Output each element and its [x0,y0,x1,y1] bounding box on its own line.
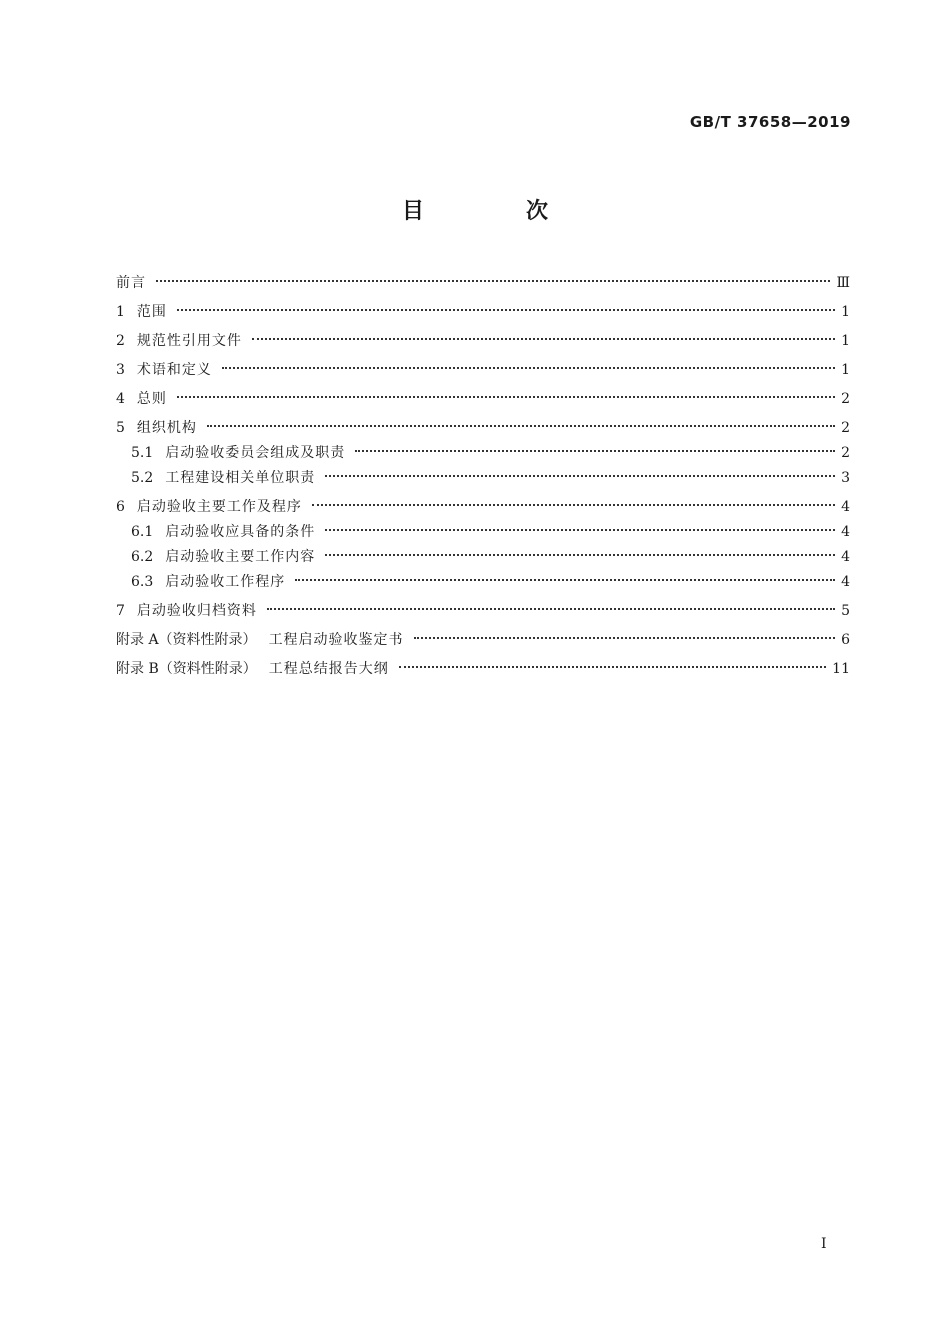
toc-entry-label: 组织机构 [136,420,197,436]
toc-entry-number: 7 [116,603,125,619]
toc-entry-5-1[interactable] [116,441,850,466]
page-title: 目 次 [401,199,588,224]
toc-entry-page: 4 [841,574,850,590]
toc-leader-dots [252,338,835,340]
toc-entry-label: 启动验收主要工作内容 [165,549,316,565]
toc-entry-label: 规范性引用文件 [136,333,242,349]
toc-entry-appendix-a[interactable] [116,628,850,653]
toc-entry-number: 2 [116,333,125,349]
toc-leader-dots [312,504,835,506]
toc-entry-page: 6 [841,632,850,648]
toc-leader-dots [325,475,835,477]
toc-leader-dots [207,425,835,427]
toc-entry-label: 启动验收应具备的条件 [165,524,316,540]
toc-entry-page: 2 [841,391,850,407]
toc-entry-6-2[interactable] [116,545,850,570]
toc-entry-page: Ⅲ [836,275,850,291]
toc-leader-dots [222,367,835,369]
toc-entry-7[interactable] [116,599,850,624]
toc-entry-3[interactable] [116,358,850,383]
toc-entry-number: 附录 A（资料性附录） [116,632,257,648]
toc-leader-dots [399,666,826,668]
toc-entry-number: 1 [116,304,125,320]
toc-entry-label: 启动验收归档资料 [136,603,257,619]
toc-entry-number: 附录 B（资料性附录） [116,661,257,677]
toc-entry-label: 工程总结报告大纲 [268,661,389,677]
toc-entry-number: 4 [116,391,125,407]
toc-leader-dots [177,396,835,398]
toc-entry-number: 6.1 [131,524,154,540]
toc-entry-label: 工程启动验收鉴定书 [268,632,404,648]
toc-entry-label: 启动验收工作程序 [165,574,286,590]
page-number: Ⅰ [821,1236,827,1252]
standard-code: GB/T 37658—2019 [689,113,851,131]
toc-entry-label: 启动验收委员会组成及职责 [165,445,346,461]
toc-entry-6-3[interactable] [116,570,850,595]
toc-entry-label: 工程建设相关单位职责 [165,470,316,486]
toc-leader-dots [414,637,836,639]
toc-entry-2[interactable] [116,329,850,354]
toc-entry-number: 6 [116,499,125,515]
toc-leader-dots [325,529,835,531]
toc-entry-number: 3 [116,362,125,378]
toc-entry-number: 5 [116,420,125,436]
toc-entry-label: 范围 [136,304,167,320]
toc-entry-page: 2 [841,445,850,461]
toc-entry-4[interactable] [116,387,850,412]
toc-leader-dots [177,309,835,311]
toc-leader-dots [355,450,835,452]
toc-entry-1[interactable] [116,300,850,325]
toc-entry-page: 1 [841,304,850,320]
toc-entry-page: 4 [841,549,850,565]
toc-entry-5[interactable] [116,416,850,441]
toc-entry-label: 前言 [116,275,146,291]
toc-entry-appendix-b[interactable] [116,657,850,682]
toc-entry-page: 5 [841,603,850,619]
toc-entry-page: 1 [841,333,850,349]
toc-entry-page: 4 [841,524,850,540]
toc-entry-page: 3 [841,470,850,486]
toc-entry-6-1[interactable] [116,520,850,545]
toc-entry-label: 术语和定义 [136,362,212,378]
toc-entry-number: 6.2 [131,549,154,565]
toc-entry-page: 1 [841,362,850,378]
toc-entry-number: 6.3 [131,574,154,590]
toc-entry-number: 5.1 [131,445,154,461]
toc-entry-page: 11 [832,661,850,677]
toc-entry-6[interactable] [116,495,850,520]
toc-leader-dots [295,579,835,581]
toc-entry-5-2[interactable] [116,466,850,491]
toc-entry-preface[interactable] [116,271,850,296]
toc-entry-label: 启动验收主要工作及程序 [136,499,302,515]
table-of-contents [116,271,850,682]
toc-entry-page: 4 [841,499,850,515]
toc-entry-page: 2 [841,420,850,436]
toc-leader-dots [325,554,835,556]
toc-leader-dots [156,280,830,282]
toc-leader-dots [267,608,835,610]
toc-entry-number: 5.2 [131,470,154,486]
toc-entry-label: 总则 [136,391,167,407]
